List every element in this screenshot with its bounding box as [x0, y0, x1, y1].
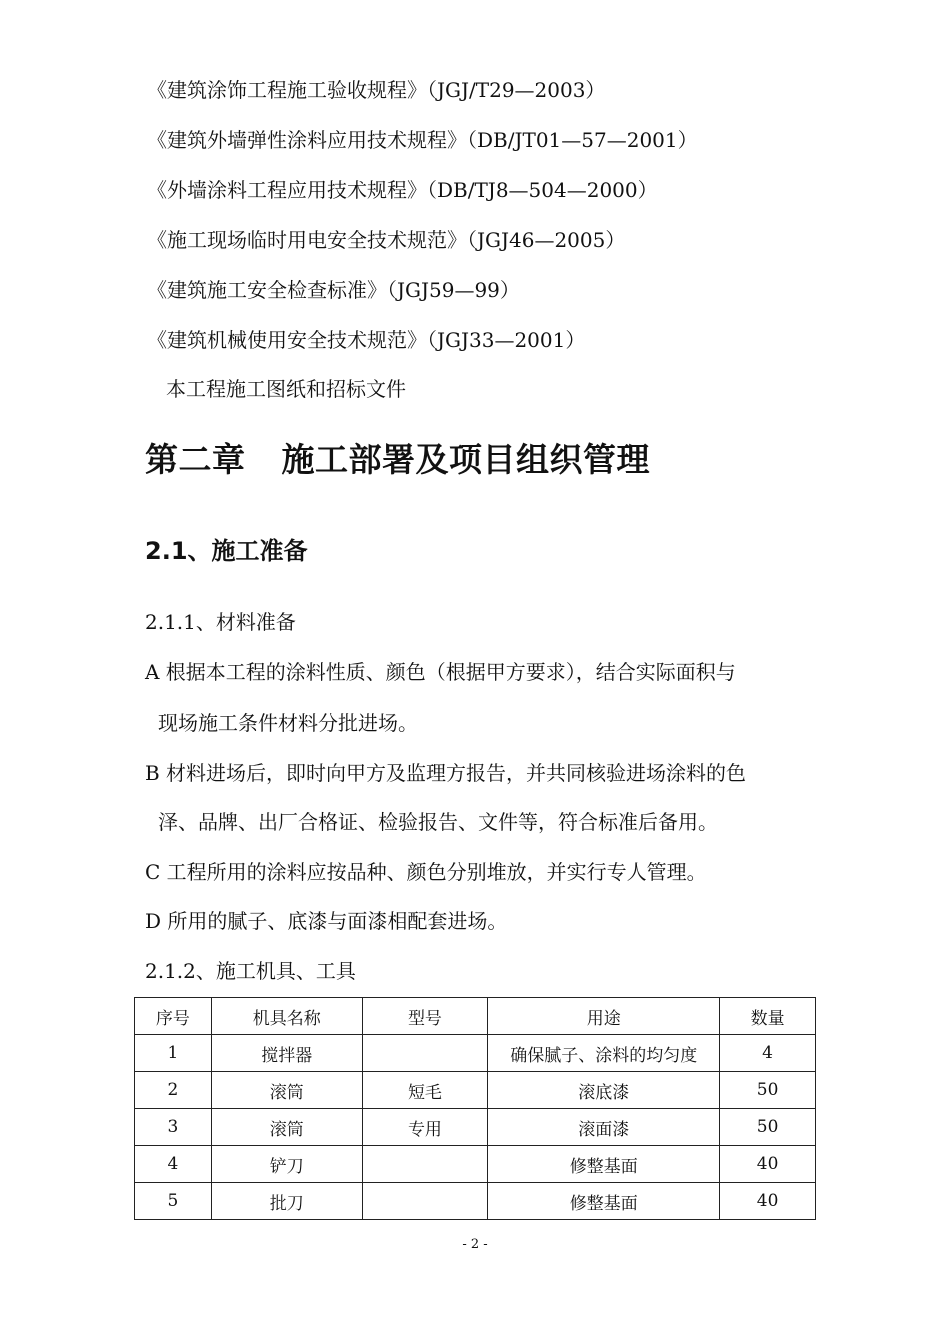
reference-line: 《建筑涂饰工程施工验收规程》（JGJ/T29—2003）: [147, 78, 606, 102]
table-cell: 3: [135, 1109, 212, 1146]
table-row: [135, 1072, 816, 1109]
table-cell: 50: [720, 1109, 816, 1146]
table-cell: 40: [720, 1183, 816, 1220]
chapter-title: [145, 440, 650, 480]
table-cell: 修整基面: [488, 1146, 720, 1183]
table-cell: 50: [720, 1072, 816, 1109]
subsection-title-tools: 2.1.2、施工机具、工具: [145, 959, 356, 983]
subsection-title-materials: 2.1.1、材料准备: [145, 610, 296, 634]
chapter-name: 施工部署及项目组织管理: [281, 440, 650, 479]
item-a-line-2: 现场施工条件材料分批进场。: [158, 711, 418, 735]
tools-table: [134, 997, 816, 1220]
table-cell: 40: [720, 1146, 816, 1183]
column-header-purpose: 用途: [488, 998, 720, 1035]
table-cell: 滚底漆: [488, 1072, 720, 1109]
item-b-line-1: B 材料进场后，即时向甲方及监理方报告，并共同核验进场涂料的色: [145, 761, 747, 785]
item-b-line-2: 泽、品牌、出厂合格证、检验报告、文件等，符合标准后备用。: [158, 810, 718, 834]
table-cell: [362, 1183, 488, 1220]
table-cell: 铲刀: [211, 1146, 362, 1183]
page-number: - 2 -: [462, 1237, 488, 1252]
reference-line: 《外墙涂料工程应用技术规程》（DB/TJ8—504—2000）: [147, 178, 658, 202]
item-d: D 所用的腻子、底漆与面漆相配套进场。: [145, 909, 508, 933]
column-header-quantity: 数量: [720, 998, 816, 1035]
section-title: 2.1、施工准备: [145, 537, 308, 565]
item-a-line-1: A 根据本工程的涂料性质、颜色（根据甲方要求），结合实际面积与: [145, 660, 736, 684]
table-cell: [362, 1146, 488, 1183]
table-header-row: [135, 998, 816, 1035]
chapter-number: 第二章: [145, 440, 246, 479]
column-header-index: 序号: [135, 998, 212, 1035]
table-cell: [362, 1035, 488, 1072]
table-cell: 短毛: [362, 1072, 488, 1109]
table-cell: 4: [135, 1146, 212, 1183]
table-cell: 4: [720, 1035, 816, 1072]
table-cell: 2: [135, 1072, 212, 1109]
column-header-model: 型号: [362, 998, 488, 1035]
table-cell: 修整基面: [488, 1183, 720, 1220]
table-cell: 批刀: [211, 1183, 362, 1220]
table-cell: 滚筒: [211, 1072, 362, 1109]
table-cell: 5: [135, 1183, 212, 1220]
table-row: [135, 1109, 816, 1146]
table-cell: 1: [135, 1035, 212, 1072]
table-row: [135, 1183, 816, 1220]
table-cell: 搅拌器: [211, 1035, 362, 1072]
reference-line: 《建筑机械使用安全技术规范》（JGJ33—2001）: [147, 328, 586, 352]
reference-line: 《施工现场临时用电安全技术规范》（JGJ46—2005）: [147, 228, 626, 252]
table-cell: 确保腻子、涂料的均匀度: [488, 1035, 720, 1072]
table-cell: 滚筒: [211, 1109, 362, 1146]
item-c: C 工程所用的涂料应按品种、颜色分别堆放，并实行专人管理。: [145, 860, 707, 884]
table-row: [135, 1146, 816, 1183]
reference-line: 《建筑施工安全检查标准》（JGJ59—99）: [147, 278, 520, 302]
reference-line: 《建筑外墙弹性涂料应用技术规程》（DB/JT01—57—2001）: [147, 128, 698, 152]
reference-extra-line: 本工程施工图纸和招标文件: [166, 377, 406, 401]
column-header-tool-name: 机具名称: [211, 998, 362, 1035]
table-cell: 专用: [362, 1109, 488, 1146]
table-cell: 滚面漆: [488, 1109, 720, 1146]
table-row: [135, 1035, 816, 1072]
